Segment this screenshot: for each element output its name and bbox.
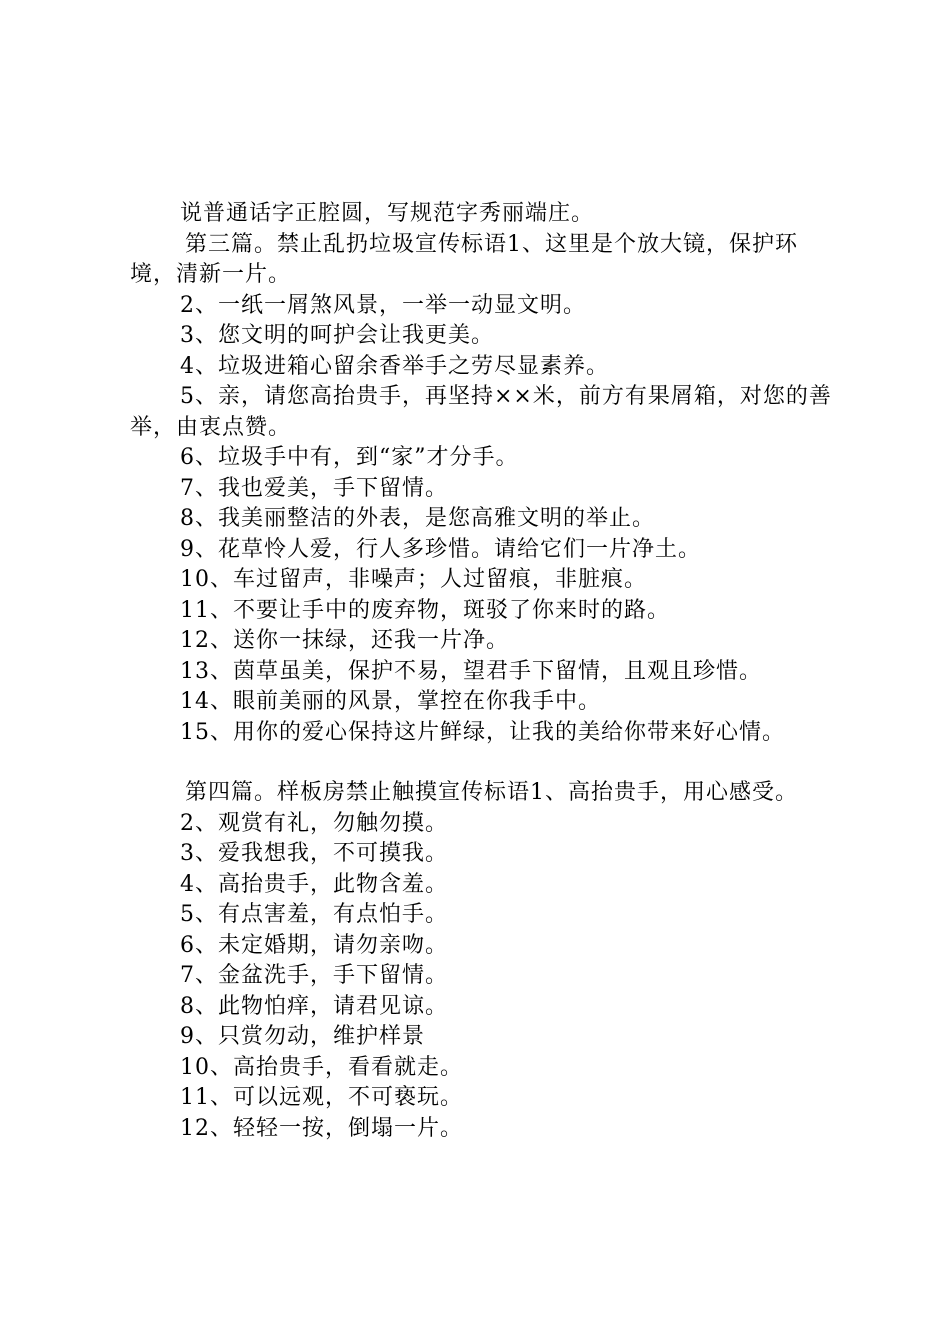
list-item: 2、一纸一屑煞风景，一举一动显文明。	[180, 292, 586, 318]
list-item: 13、茵草虽美，保护不易，望君手下留情，且观且珍惜。	[180, 658, 762, 684]
section-gap	[130, 748, 840, 778]
list-item: 11、可以远观，不可亵玩。	[180, 1085, 463, 1110]
list-item: 5、亲，请您高抬贵手，再坚持××米，前方有果屑箱，对您的善举，由衷点赞。	[130, 384, 832, 440]
list-item: 2、观赏有礼，勿触勿摸。	[180, 810, 448, 836]
list-item: 7、金盆洗手，手下留情。	[180, 963, 448, 988]
list-item: 8、我美丽整洁的外表，是您高雅文明的举止。	[180, 506, 655, 531]
section4-heading: 第四篇。样板房禁止触摸宣传标语1、高抬贵手，用心感受。	[185, 780, 798, 805]
list-item: 9、花草怜人爱，行人多珍惜。请给它们一片净土。	[180, 536, 701, 562]
document-body	[130, 199, 840, 1144]
list-item: 4、高抬贵手，此物含羞。	[180, 871, 448, 897]
list-item: 15、用你的爱心保持这片鲜绿，让我的美给你带来好心情。	[180, 719, 785, 745]
list-item: 7、我也爱美，手下留情。	[180, 475, 448, 501]
list-item: 5、有点害羞，有点怕手。	[180, 902, 448, 927]
list-item: 10、车过留声，非噪声；人过留痕，非脏痕。	[180, 567, 647, 592]
list-item: 6、垃圾手中有，到“家”才分手。	[180, 445, 519, 470]
list-item: 4、垃圾进箱心留余香举手之劳尽显素养。	[180, 353, 609, 379]
list-item: 8、此物怕痒，请君见谅。	[180, 993, 448, 1019]
list-item: 6、未定婚期，请勿亲吻。	[180, 932, 448, 958]
intro-paragraph: 说普通话字正腔圆，写规范字秀丽端庄。	[180, 201, 595, 226]
list-item: 3、您文明的呵护会让我更美。	[180, 323, 494, 348]
list-item: 3、爱我想我，不可摸我。	[180, 841, 448, 866]
list-item: 14、眼前美丽的风景，掌控在你我手中。	[180, 689, 601, 714]
list-item: 12、送你一抹绿，还我一片净。	[180, 628, 509, 653]
list-item: 9、只赏勿动，维护样景	[180, 1024, 425, 1049]
list-item: 10、高抬贵手，看看就走。	[180, 1054, 463, 1080]
list-item: 11、不要让手中的废弃物，斑驳了你来时的路。	[180, 597, 670, 623]
section3-heading: 第三篇。禁止乱扔垃圾宣传标语1、这里是个放大镜，保护环境，清新一片。	[130, 231, 798, 287]
list-item: 12、轻轻一按，倒塌一片。	[180, 1115, 463, 1141]
